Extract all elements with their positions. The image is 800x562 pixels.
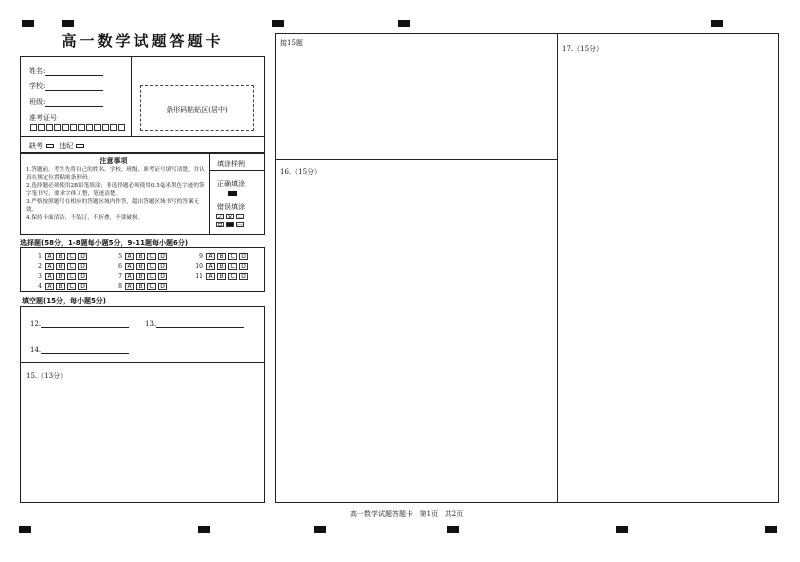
choice-question-row: [194, 262, 250, 270]
option-bubble-a[interactable]: A: [45, 273, 54, 280]
fill-blank-section-header: 填空题(15分，每小题5分): [22, 297, 107, 305]
choice-question-row: [33, 282, 89, 290]
option-bubble-a[interactable]: A: [125, 253, 134, 260]
option-bubble-b[interactable]: B: [217, 253, 226, 260]
answer-12[interactable]: [30, 319, 129, 328]
option-bubble-d[interactable]: D: [239, 263, 248, 270]
question-number: 5: [118, 253, 122, 260]
question-number: 14.: [30, 346, 42, 354]
registration-mark: [62, 20, 74, 27]
option-bubble-a[interactable]: A: [206, 263, 215, 270]
question-number: 9: [199, 253, 203, 260]
option-bubble-a[interactable]: A: [45, 263, 54, 270]
option-bubble-a[interactable]: A: [45, 253, 54, 260]
answer-14[interactable]: [30, 345, 129, 354]
notice-box: [20, 153, 265, 235]
wrong-fill-label: 错误填涂: [217, 203, 245, 211]
page-footer: 高一数学试题答题卡 第1页 共2页: [350, 510, 464, 518]
question-number: 2: [38, 263, 42, 270]
q17-label: 17.（15分）: [562, 45, 604, 53]
correct-fill-label: 正确填涂: [217, 180, 245, 188]
option-bubble-a[interactable]: A: [206, 273, 215, 280]
notice-item: 1.答题前，考生先将自己的姓名、学校、班级、准考证号填写清楚，并认真在规定位置粘贴条形码。: [26, 167, 205, 181]
absent-violation-row: [29, 141, 87, 151]
ticket-number-cells[interactable]: [30, 124, 126, 133]
absent-checkbox[interactable]: [46, 144, 54, 148]
barcode-label: 条形码粘贴区(居中): [166, 106, 228, 114]
choice-question-row: [113, 262, 169, 270]
ticket-number-label: 准考证号: [29, 114, 57, 122]
option-bubble-d[interactable]: D: [78, 273, 87, 280]
registration-mark: [198, 526, 210, 533]
class-label: 班级:: [29, 98, 46, 106]
absent-label: 缺考: [29, 142, 43, 150]
option-bubble-d[interactable]: D: [78, 283, 87, 290]
choice-question-row: [33, 252, 89, 260]
question-number: 7: [118, 273, 122, 280]
fill-example-title: 填涂样例: [217, 160, 245, 168]
option-bubble-a[interactable]: A: [125, 273, 134, 280]
option-bubble-c[interactable]: C: [67, 273, 76, 280]
choice-section-header: 选择题(58分，1-8题每小题5分，9-11题每小题6分): [20, 239, 189, 247]
name-label: 姓名:: [29, 67, 46, 75]
violation-label: 违纪: [59, 142, 74, 150]
question-number: 11: [195, 273, 203, 280]
fill-blank-box: [20, 306, 265, 503]
answer-13[interactable]: [145, 319, 244, 328]
option-bubble-d[interactable]: D: [78, 263, 87, 270]
option-bubble-a[interactable]: A: [125, 263, 134, 270]
option-bubble-b[interactable]: B: [217, 263, 226, 270]
q15-continued-area[interactable]: [276, 34, 557, 159]
choice-question-row: [194, 272, 250, 280]
question-number: 13.: [145, 320, 157, 328]
q15-answer-area[interactable]: [21, 363, 264, 502]
option-bubble-c[interactable]: C: [67, 283, 76, 290]
option-bubble-c[interactable]: C: [67, 253, 76, 260]
q15-label: 15.（13分）: [26, 372, 68, 380]
option-bubble-b[interactable]: B: [136, 273, 145, 280]
notice-item: 4.保持卡面清洁，不装订，不折叠，不要破损。: [26, 215, 144, 221]
option-bubble-d[interactable]: D: [158, 273, 167, 280]
choice-question-row: [33, 262, 89, 270]
registration-mark: [711, 20, 723, 27]
barcode-area: [140, 85, 254, 131]
option-bubble-c[interactable]: C: [67, 263, 76, 270]
q17-answer-area[interactable]: [558, 34, 778, 502]
notice-item: 3.严格按照题号在相应的答题区域内作答，超出答题区域书写的答案无效。: [26, 199, 200, 213]
class-field[interactable]: [29, 97, 103, 107]
option-bubble-a[interactable]: A: [45, 283, 54, 290]
choice-answer-box: [20, 247, 265, 292]
choice-question-row: [33, 272, 89, 280]
wrong-fill-samples: ✓ ✕ ‒ ⊟ ▭: [217, 214, 243, 229]
option-bubble-c[interactable]: C: [228, 253, 237, 260]
option-bubble-a[interactable]: A: [125, 283, 134, 290]
school-label: 学校:: [29, 82, 46, 90]
option-bubble-d[interactable]: D: [239, 253, 248, 260]
option-bubble-b[interactable]: B: [217, 273, 226, 280]
registration-mark: [19, 526, 31, 533]
q16-answer-area[interactable]: [276, 160, 557, 502]
option-bubble-b[interactable]: B: [56, 253, 65, 260]
registration-mark: [616, 526, 628, 533]
choice-question-row: [194, 252, 250, 260]
option-bubble-d[interactable]: D: [239, 273, 248, 280]
option-bubble-b[interactable]: B: [56, 283, 65, 290]
option-bubble-c[interactable]: C: [147, 283, 156, 290]
option-bubble-b[interactable]: B: [136, 283, 145, 290]
violation-checkbox[interactable]: [76, 144, 84, 148]
choice-question-row: [113, 272, 169, 280]
option-bubble-d[interactable]: D: [158, 283, 167, 290]
registration-mark: [22, 20, 34, 27]
correct-fill-sample: [228, 191, 237, 196]
question-number: 6: [118, 263, 122, 270]
option-bubble-d[interactable]: D: [78, 253, 87, 260]
registration-mark: [272, 20, 284, 27]
choice-question-row: [113, 252, 169, 260]
option-bubble-b[interactable]: B: [136, 263, 145, 270]
option-bubble-d[interactable]: D: [158, 253, 167, 260]
option-bubble-c[interactable]: C: [147, 253, 156, 260]
option-bubble-d[interactable]: D: [158, 263, 167, 270]
question-number: 3: [38, 273, 42, 280]
notice-list: [26, 166, 206, 222]
option-bubble-a[interactable]: A: [206, 253, 215, 260]
page-title: 高一数学试题答题卡: [61, 32, 224, 50]
option-bubble-c[interactable]: C: [147, 263, 156, 270]
question-number: 12.: [30, 320, 42, 328]
notice-item: 2.选择题必须使用2B铅笔填涂；非选择题必须使用0.5毫米黑色字迹的签字笔书写，要求字体工整，笔迹清楚。: [26, 183, 205, 197]
registration-mark: [765, 526, 777, 533]
choice-question-row: [113, 282, 169, 290]
notice-title: 注意事项: [99, 156, 128, 165]
option-bubble-c[interactable]: C: [228, 273, 237, 280]
school-field[interactable]: [29, 81, 103, 91]
registration-mark: [314, 526, 326, 533]
option-bubble-c[interactable]: C: [147, 273, 156, 280]
option-bubble-b[interactable]: B: [56, 273, 65, 280]
option-bubble-c[interactable]: C: [228, 263, 237, 270]
question-number: 4: [38, 283, 42, 290]
option-bubble-b[interactable]: B: [136, 253, 145, 260]
question-number: 8: [118, 283, 122, 290]
name-field[interactable]: [29, 66, 103, 76]
registration-mark: [447, 526, 459, 533]
q16-label: 16.（15分）: [280, 168, 322, 176]
question-number: 1: [38, 253, 42, 260]
q15-continued-label: 接15题: [280, 39, 303, 47]
question-number: 10: [195, 263, 203, 270]
registration-mark: [398, 20, 410, 27]
option-bubble-b[interactable]: B: [56, 263, 65, 270]
answer-area-right: [557, 33, 779, 503]
answer-area-middle: [275, 33, 558, 503]
student-info-box: [20, 56, 265, 153]
